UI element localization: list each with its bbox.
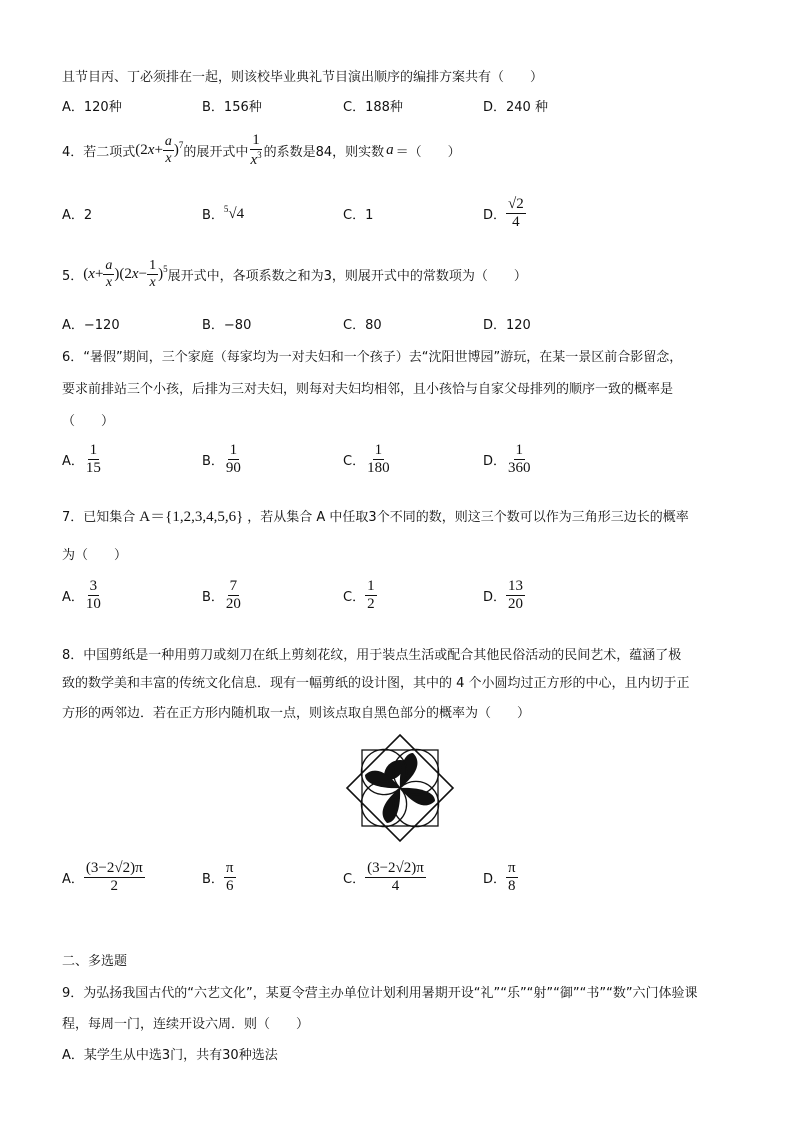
q7-line-2: 为（ ） (62, 548, 128, 563)
q4-var: a (386, 142, 394, 159)
q8-option-d[interactable]: D． $\frac{\pi}{8}$ (483, 860, 516, 895)
q5-option-d[interactable]: D．120 (483, 318, 531, 333)
q5-expression: (x+ $\frac{a}{x}$ )(2x− $\frac{1}{x}$ )$^5$ (83, 258, 168, 291)
q4-pre: 4．若二项式 (62, 145, 136, 161)
q8-line-1: 8．中国剪纸是一种用剪刀或刻刀在纸上剪刻花纹，用于装点生活或配合其他民俗活动的民间艺术，蕴涵了极 (62, 648, 682, 663)
papercut-figure (345, 733, 455, 843)
q8-option-c[interactable]: C． $\frac{(3-2√2)\pi}{4}$ (343, 860, 424, 895)
q8-option-a[interactable]: A． $\frac{(3-2√2)\pi}{2}$ (62, 860, 143, 895)
q3-option-d[interactable]: D．240 种 (483, 100, 548, 115)
q3-option-b[interactable]: B．156种 (202, 100, 262, 115)
q4-options (62, 196, 742, 236)
q3-option-c[interactable]: C．188种 (343, 100, 403, 115)
q9-line-1: 9．为弘扬我国古代的“六艺文化”，某夏令营主办单位计划利用暑期开设“礼”“乐”“射”“御”“书”“数”六门体验课 (62, 986, 698, 1001)
q6-line-1: 6．“暑假”期间，三个家庭（每家均为一对夫妇和一个孩子）去“沈阳世博园”游玩，在某一景区前合影留念， (62, 350, 683, 365)
q8-options (62, 860, 742, 900)
q5-pre: 5． (62, 269, 84, 285)
q4-tail: ＝（ ） (395, 145, 461, 161)
q3-text: 且节目丙、丁必须排在一起，则该校毕业典礼节目演出顺序的编排方案共有（ ） (62, 70, 544, 85)
q4-option-c[interactable]: C．1 (343, 208, 374, 223)
q6-options (62, 442, 742, 482)
q8-line-3: 方形的两邻边．若在正方形内随机取一点，则该点取自黑色部分的概率为（ ） (62, 706, 531, 721)
q7-option-c[interactable]: C． $\frac{1}{2}$ (343, 578, 375, 613)
q6-line-3: （ ） (62, 414, 115, 429)
q5-option-c[interactable]: C．80 (343, 318, 382, 333)
q5-text (62, 258, 527, 291)
q7-pre: 7．已知集合 (62, 510, 136, 525)
q7-options (62, 578, 742, 618)
q8-line-2: 致的数学美和丰富的传统文化信息．现有一幅剪纸的设计图，其中的 4 个小圆均过正方形的中心，且内切于正 (62, 676, 690, 691)
q6-option-b[interactable]: B． $\frac{1}{90}$ (202, 442, 241, 477)
q7-option-a[interactable]: A． $\frac{3}{10}$ (62, 578, 101, 613)
q4-binomial: (2x+ $\frac{a}{x}$ )$^7$ (135, 134, 184, 167)
q6-option-d[interactable]: D． $\frac{1}{360}$ (483, 442, 531, 477)
q5-post: 展开式中，各项系数之和为3，则展开式中的常数项为（ ） (167, 269, 527, 285)
q9-option-a[interactable]: A．某学生从中选3门，共有30种选法 (62, 1048, 278, 1063)
q5-option-a[interactable]: A．−120 (62, 318, 120, 333)
q3-option-a[interactable]: A．120种 (62, 100, 122, 115)
q4-term: $\frac{1}{x^3}$ (250, 132, 262, 169)
q6-option-c[interactable]: C． $\frac{1}{180}$ (343, 442, 390, 477)
q6-line-2: 要求前排站三个小孩，后排为三对夫妇，则每对夫妇均相邻，且小孩恰与自家父母排列的顺序一致的概率是 (62, 382, 674, 397)
q8-option-b[interactable]: B． $\frac{\pi}{6}$ (202, 860, 234, 895)
q7-post: ，若从集合 A 中任取3个不同的数，则这三个数可以作为三角形三边长的概率 (247, 510, 689, 525)
q4-text (62, 132, 461, 170)
q7-option-d[interactable]: D． $\frac{13}{20}$ (483, 578, 524, 613)
q4-post: 的系数是84，则实数 (263, 145, 385, 161)
q7-option-b[interactable]: B． $\frac{7}{20}$ (202, 578, 241, 613)
q9-line-2: 程，每周一门，连续开设六周．则（ ） (62, 1017, 310, 1032)
q4-option-b[interactable]: B． $^5$√4 (202, 204, 245, 223)
q3-options (62, 96, 742, 136)
q5-option-b[interactable]: B．−80 (202, 318, 252, 333)
q4-option-d[interactable]: D． $\frac{√2}{4}$ (483, 196, 524, 231)
q4-option-a[interactable]: A．2 (62, 208, 93, 223)
q7-line-1 (62, 505, 689, 526)
q6-option-a[interactable]: A． $\frac{1}{15}$ (62, 442, 101, 477)
q4-mid: 的展开式中 (183, 145, 249, 161)
q7-set: A＝{1,2,3,4,5,6} (139, 509, 244, 525)
section-heading: 二、多选题 (62, 954, 128, 969)
